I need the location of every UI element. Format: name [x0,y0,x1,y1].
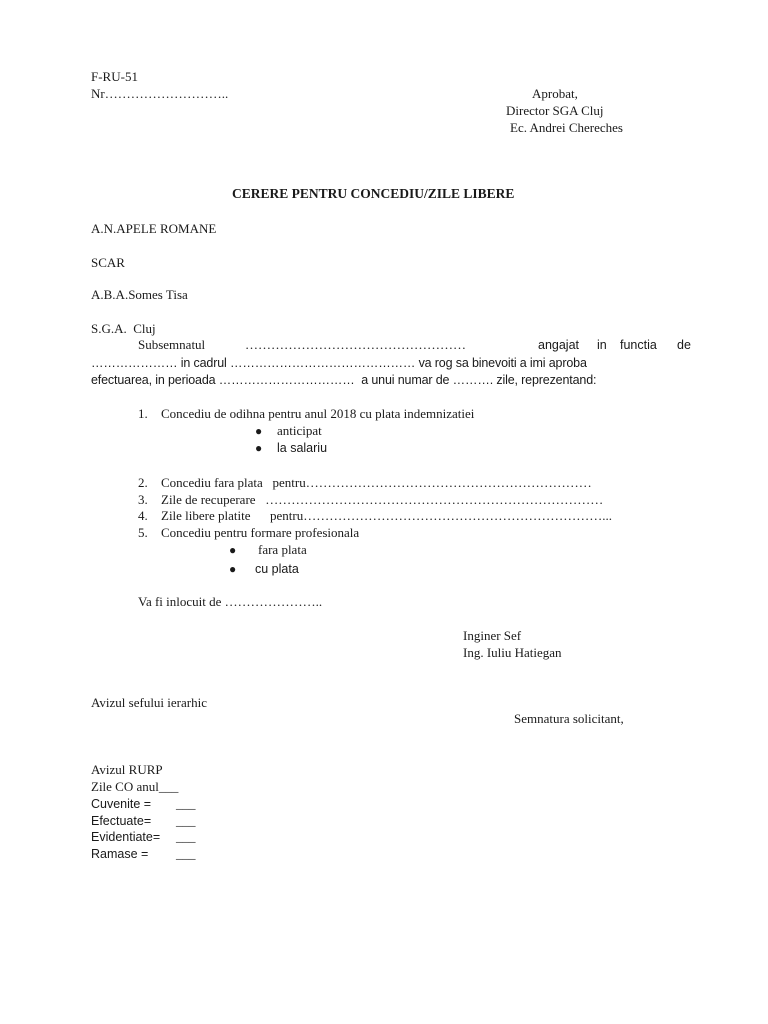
body-in: in [597,338,607,352]
institution-line-4: S.G.A. Cluj [91,321,156,336]
item-1-text: Concediu de odihna pentru anul 2018 cu plata indemnizatiei [161,406,475,421]
item-3-text: Zile de recuperare …………………………………………………………………… [161,492,604,507]
rurp-efectuate-label: Efectuate= [91,814,152,828]
body-de: de [677,338,691,352]
body-subsemnatul: Subsemnatul [138,337,206,352]
approval-label: Aprobat, [532,86,578,101]
body-line-2: ………………… in cadrul ……………………………………… va rog sa binevoiti a imi aproba [91,356,587,370]
institution-line-3: A.B.A.Somes Tisa [91,287,188,302]
signer-role: Inginer Sef [463,628,522,643]
director-title: Director SGA Cluj [506,103,604,118]
rurp-ramase-label: Ramase = [91,847,149,861]
document-title: CERERE PENTRU CONCEDIU/ZILE LIBERE [232,186,515,201]
institution-line-1: A.N.APELE ROMANE [91,221,217,236]
item-4-text: Zile libere platite pentru……………………………………………………………... [161,508,612,523]
rurp-cuvenite-blank: ___ [176,796,196,811]
item-1-number: 1. [138,406,148,421]
replacement-line: Va fi inlocuit de ………………….. [138,594,323,609]
item-5-sub-fara-plata: fara plata [258,542,307,557]
rurp-evidentiate-label: Evidentiate= [91,830,161,844]
body-line-3: efectuarea, in perioada …………………………… a unui numar de ………. zile, reprezentand: [91,373,597,387]
form-code: F-RU-51 [91,69,138,84]
body-name-dots: …………………………………………… [245,337,466,352]
avizul-sef-label: Avizul sefului ierarhic [91,695,207,710]
item-5-text: Concediu pentru formare profesionala [161,525,360,540]
rurp-evidentiate-blank: ___ [176,829,196,844]
rurp-zile-co: Zile CO anul___ [91,779,179,794]
item-5-sub-cu-plata: cu plata [255,562,299,576]
item-5-number: 5. [138,525,148,540]
bullet-icon: ● [229,562,237,576]
rurp-cuvenite-label: Cuvenite = [91,797,152,811]
semnatura-solicitant-label: Semnatura solicitant, [514,711,624,726]
director-name: Ec. Andrei Chereches [510,120,623,135]
registration-number-line: Nr……………………….. [91,86,229,101]
signer-name: Ing. Iuliu Hatiegan [463,645,562,660]
item-4-number: 4. [138,508,148,523]
item-2-text: Concediu fara plata pentru………………………………………………………… [161,475,592,490]
rurp-efectuate-blank: ___ [176,813,196,828]
body-angajat: angajat [538,338,580,352]
item-2-number: 2. [138,475,148,490]
bullet-icon: ● [255,441,263,455]
item-1-sub-anticipat: anticipat [277,423,322,438]
bullet-icon: ● [229,543,237,557]
item-3-number: 3. [138,492,148,507]
rurp-title: Avizul RURP [91,762,163,777]
institution-line-2: SCAR [91,255,125,270]
item-1-sub-la-salariu: la salariu [277,441,328,455]
body-functia: functia [620,338,657,352]
bullet-icon: ● [255,424,263,438]
rurp-ramase-blank: ___ [176,846,196,861]
